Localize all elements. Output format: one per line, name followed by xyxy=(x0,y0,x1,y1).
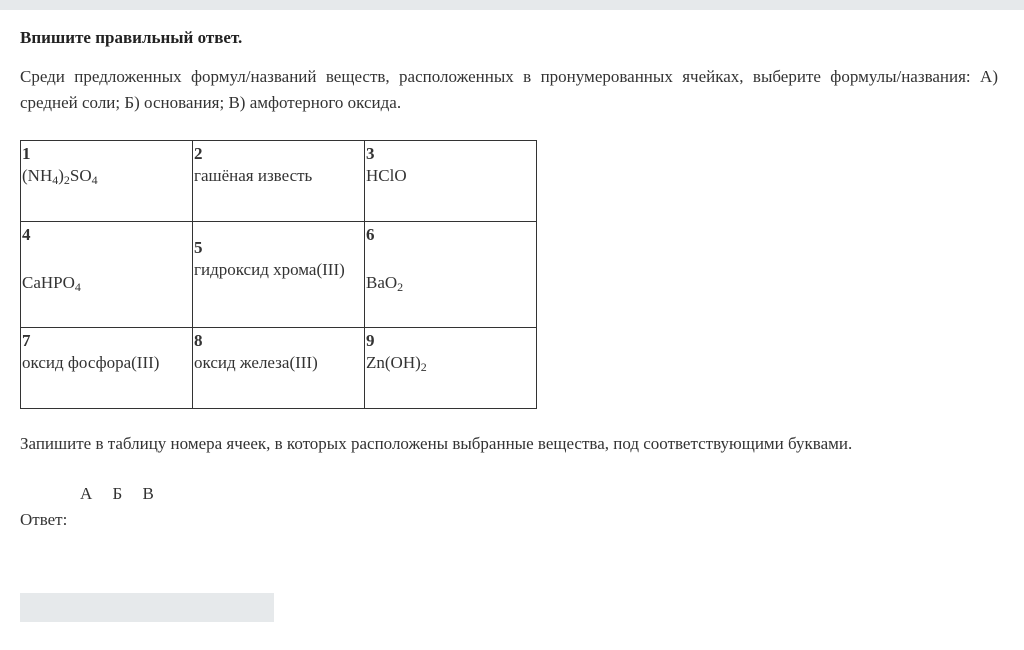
cell-content: оксид железа(III) xyxy=(194,353,318,372)
cell-number: 7 xyxy=(22,331,31,350)
table-cell-8 xyxy=(193,328,365,409)
cell-content: гидроксид хрома(III) xyxy=(194,260,345,279)
cell-number: 8 xyxy=(194,331,203,350)
table-cell-3 xyxy=(365,141,537,222)
table-cell-2 xyxy=(193,141,365,222)
table-cell-4 xyxy=(21,222,193,328)
subscript: 2 xyxy=(63,173,70,187)
table-cell-7 xyxy=(21,328,193,409)
subscript: 2 xyxy=(420,360,427,374)
table-cell-5 xyxy=(193,222,365,328)
table-cell-1 xyxy=(21,141,193,222)
cell-number: 2 xyxy=(194,144,203,163)
question-text: Среди предложенных формул/названий веществ, расположенных в пронумерованных ячейках, выберите формулы/названия: А) средней соли; Б) основания; В) амфотерного оксида. xyxy=(20,67,998,112)
subscript: 2 xyxy=(397,280,404,294)
table-cell-9 xyxy=(365,328,537,409)
letter-b: Б xyxy=(112,484,123,503)
answer-letters xyxy=(80,484,170,504)
answer-instruction: Запишите в таблицу номера ячеек, в которых расположены выбранные вещества, под соответствующими буквами. xyxy=(20,434,853,453)
letter-a: А xyxy=(80,484,93,503)
answer-label: Ответ: xyxy=(20,510,68,529)
cell-number: 1 xyxy=(22,144,31,163)
top-bar xyxy=(0,0,1024,10)
cell-number: 4 xyxy=(22,225,31,244)
cell-content: гашёная известь xyxy=(194,166,313,185)
cell-number: 9 xyxy=(366,331,375,350)
subscript: 4 xyxy=(91,173,98,187)
task-instruction: Впишите правильный ответ. xyxy=(20,28,243,47)
cell-number: 3 xyxy=(366,144,375,163)
table-cell-6 xyxy=(365,222,537,328)
cell-content: BaO$_2$ xyxy=(366,273,404,294)
cell-content: HClO xyxy=(366,166,407,185)
subscript: 4 xyxy=(52,173,59,187)
cell-content: $(NH_4)_2SO_4$ xyxy=(22,166,98,187)
answer-input[interactable] xyxy=(20,593,274,622)
subscript: 4 xyxy=(74,280,81,294)
substances-table xyxy=(20,140,537,409)
cell-content: $Zn(OH)_2$ xyxy=(366,353,427,374)
cell-number: 6 xyxy=(366,225,375,244)
cell-content: CaHPO$_4$ xyxy=(22,273,81,294)
cell-number: 5 xyxy=(194,238,203,257)
letter-v: В xyxy=(142,484,154,503)
cell-content: оксид фосфора(III) xyxy=(22,353,160,372)
